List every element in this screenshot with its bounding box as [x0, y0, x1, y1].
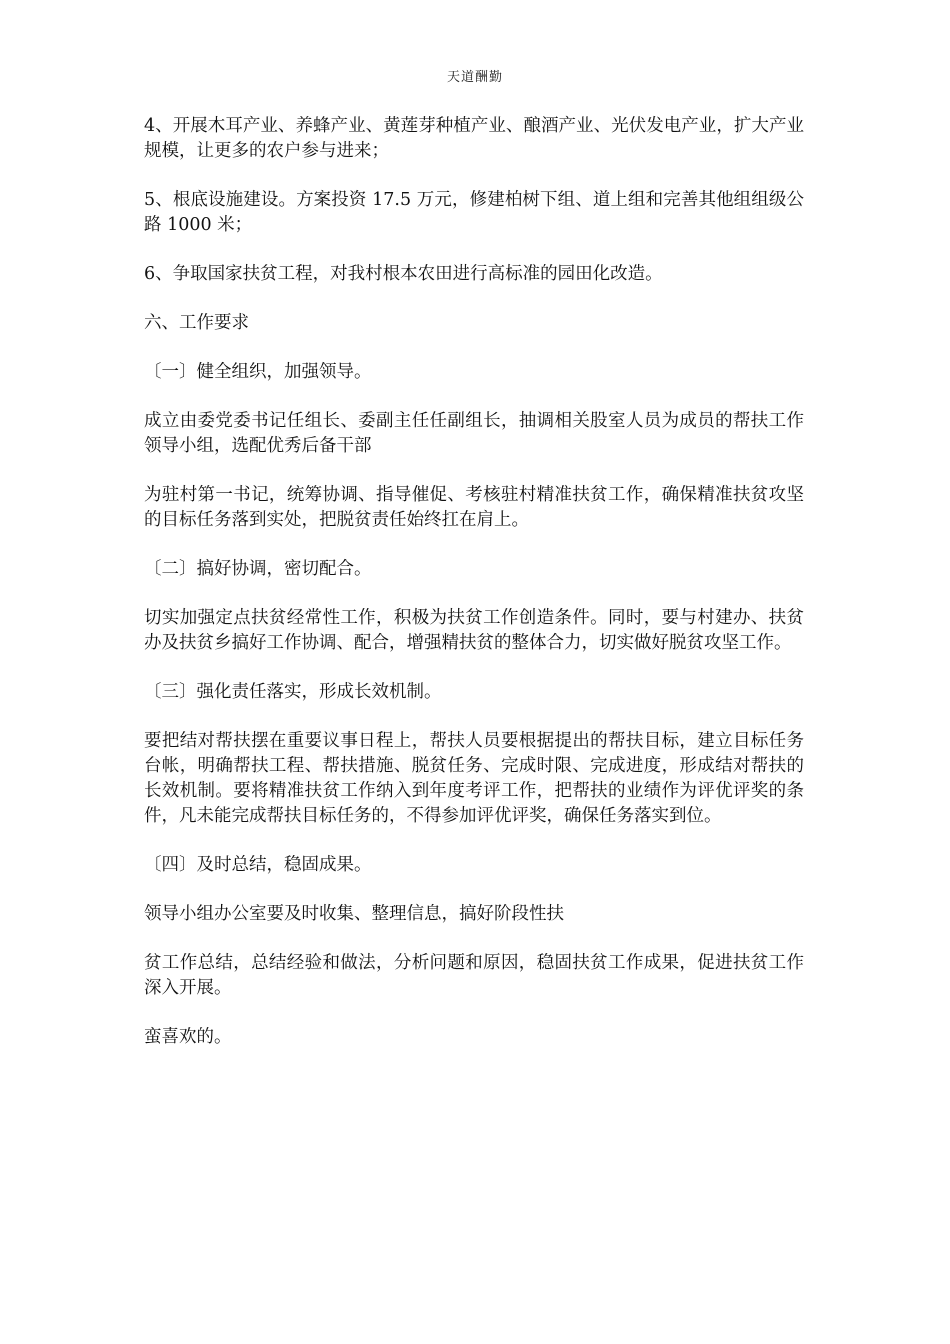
item-6-paragraph: 6、争取国家扶贫工程，对我村根本农田进行高标准的园田化改造。 — [144, 264, 663, 284]
item-4-paragraph: 4、开展木耳产业、养蜂产业、黄莲芽种植产业、酿酒产业、光伏发电产业，扩大产业规模，让更多的农户参与进来； — [144, 116, 804, 161]
paragraph-organization: 成立由委党委书记任组长、委副主任任副组长，抽调相关股室人员为成员的帮扶工作领导小组，选配优秀后备干部 — [144, 411, 804, 456]
document-body — [144, 114, 804, 1074]
closing-line: 蛮喜欢的。 — [144, 1027, 232, 1047]
subheading-1: 〔一〕健全组织，加强领导。 — [144, 362, 372, 382]
page-header: 天道酬勤 — [446, 70, 503, 85]
paragraph-summary-part-2: 贫工作总结，总结经验和做法，分析问题和原因，稳固扶贫工作成果，促进扶贫工作深入开展。 — [144, 953, 804, 998]
section-heading: 六、工作要求 — [144, 313, 249, 333]
item-5-paragraph: 5、根底设施建设。方案投资 17.5 万元，修建柏树下组、道上组和完善其他组组级公路 1000 米； — [144, 190, 804, 235]
paragraph-summary-part-1: 领导小组办公室要及时收集、整理信息，搞好阶段性扶 — [144, 904, 564, 924]
paragraph-first-secretary: 为驻村第一书记，统筹协调、指导催促、考核驻村精准扶贫工作，确保精准扶贫攻坚的目标任务落到实处，把脱贫责任始终扛在肩上。 — [144, 485, 804, 530]
paragraph-responsibility: 要把结对帮扶摆在重要议事日程上，帮扶人员要根据提出的帮扶目标，建立目标任务台帐，明确帮扶工程、帮扶措施、脱贫任务、完成时限、完成进度，形成结对帮扶的长效机制。要将精准扶贫工作纳入到年度考评工作，把帮扶的业绩作为评优评奖的条件，凡未能完成帮扶目标任务的，不得参加评优评奖，确保任务落实到位。 — [144, 731, 804, 826]
subheading-2: 〔二〕搞好协调，密切配合。 — [144, 559, 372, 579]
subheading-4: 〔四〕及时总结，稳固成果。 — [144, 855, 372, 875]
paragraph-coordination: 切实加强定点扶贫经常性工作，积极为扶贫工作创造条件。同时，要与村建办、扶贫办及扶贫乡搞好工作协调、配合，增强精扶贫的整体合力，切实做好脱贫攻坚工作。 — [144, 608, 804, 653]
subheading-3: 〔三〕强化责任落实，形成长效机制。 — [144, 682, 442, 702]
